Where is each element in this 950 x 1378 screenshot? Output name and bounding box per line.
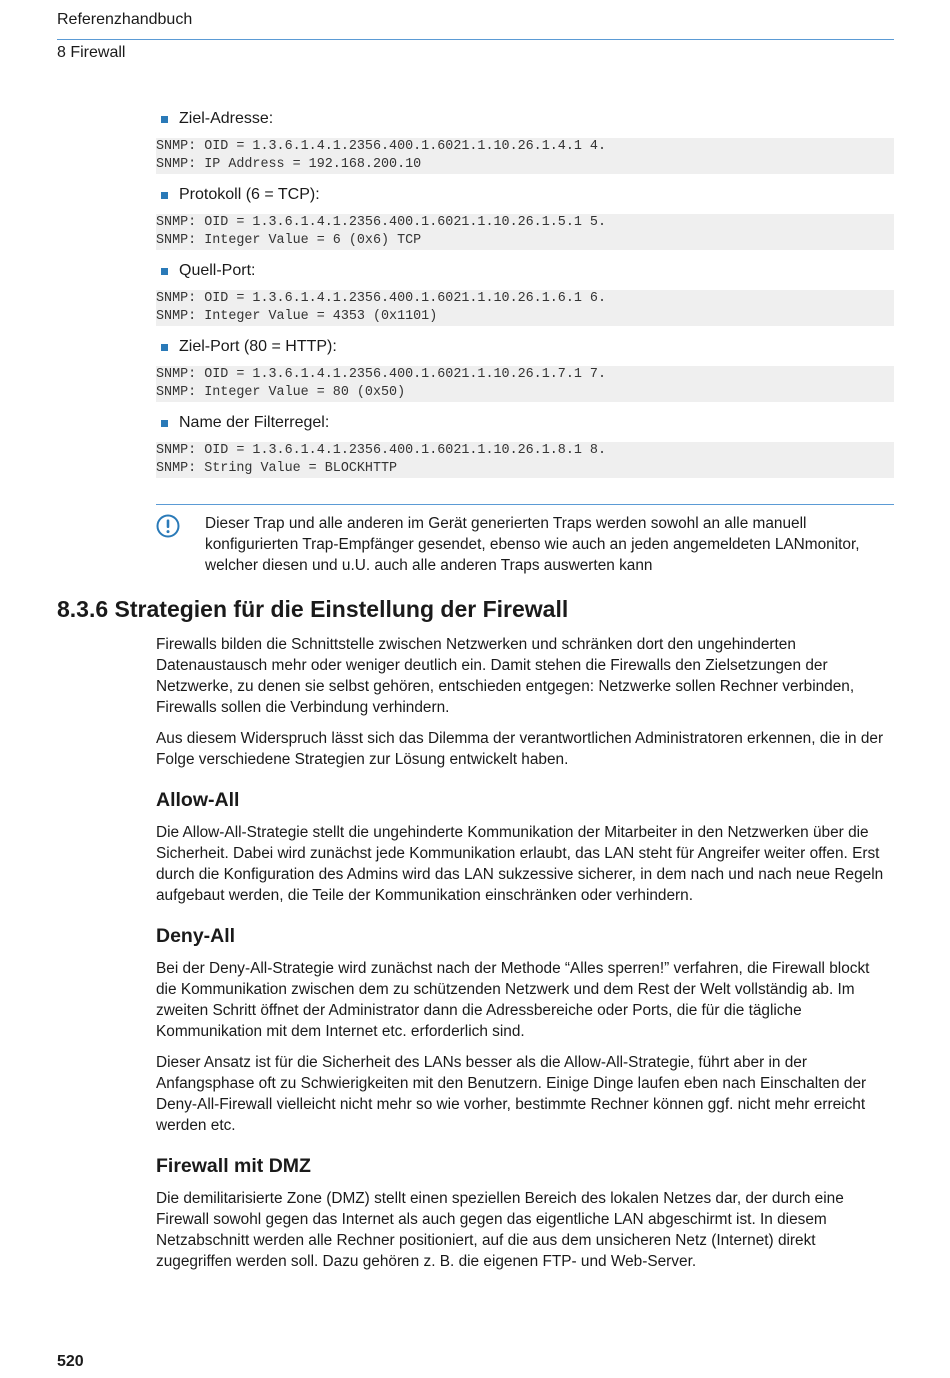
bullet-square-icon bbox=[161, 116, 168, 123]
code-block: SNMP: OID = 1.3.6.1.4.1.2356.400.1.6021.1.10.26.1.5.1 5. SNMP: Integer Value = 6 (0x6) TCP bbox=[156, 214, 894, 250]
subsection-heading-firewall-dmz: Firewall mit DMZ bbox=[156, 1155, 311, 1177]
bullet-label: Ziel-Port (80 = HTTP): bbox=[156, 336, 894, 358]
page-number: 520 bbox=[57, 1353, 84, 1370]
list-item bbox=[156, 108, 894, 174]
code-block: SNMP: OID = 1.3.6.1.4.1.2356.400.1.6021.1.10.26.1.4.1 4. SNMP: IP Address = 192.168.200.10 bbox=[156, 138, 894, 174]
info-exclamation-icon bbox=[156, 514, 180, 538]
list-item bbox=[156, 336, 894, 402]
bullet-square-icon bbox=[161, 344, 168, 351]
section-body bbox=[156, 634, 894, 1282]
paragraph: Die demilitarisierte Zone (DMZ) stellt einen speziellen Bereich des lokalen Netzes dar, der durch eine Firewall sowohl gegen das Internet als auch gegen das eigentliche LAN abgeschirmt ist. In diesem Netzabschnitt werden alle Rechner positioniert, auf die aus dem unsicheren Netz (Internet) direkt zugegriffen werden soll. Dazu gehören z. B. die eigenen FTP- und Web-Server. bbox=[156, 1190, 844, 1270]
bullet-label: Quell-Port: bbox=[156, 260, 894, 282]
bullet-label: Name der Filterregel: bbox=[156, 412, 894, 434]
paragraph: Dieser Ansatz ist für die Sicherheit des LANs besser als die Allow-All-Strategie, führt aber in der Anfangsphase oft zu Schwierigkeiten mit den Benutzern. Einige Dinge laufen eben nach Einschalten der Deny-All-Firewall vielleicht nicht mehr so wie vorher, bestimmte Rechner können ggf. nicht mehr erreicht werden etc. bbox=[156, 1054, 867, 1134]
code-block: SNMP: OID = 1.3.6.1.4.1.2356.400.1.6021.1.10.26.1.8.1 8. SNMP: String Value = BLOCKHTTP bbox=[156, 442, 894, 478]
list-item bbox=[156, 184, 894, 250]
bullet-square-icon bbox=[161, 268, 168, 275]
section-heading: 8.3.6 Strategien für die Einstellung der Firewall bbox=[57, 596, 569, 622]
bullet-square-icon bbox=[161, 192, 168, 199]
paragraph: Aus diesem Widerspruch lässt sich das Dilemma der verantwortlichen Administratoren erkennen, die in der Folge verschiedene Strategien zur Lösung entwickelt haben. bbox=[156, 730, 884, 768]
bullet-square-icon bbox=[161, 420, 168, 427]
bullet-label: Protokoll (6 = TCP): bbox=[156, 184, 894, 206]
code-block: SNMP: OID = 1.3.6.1.4.1.2356.400.1.6021.1.10.26.1.6.1 6. SNMP: Integer Value = 4353 (0x1101) bbox=[156, 290, 894, 326]
paragraph: Die Allow-All-Strategie stellt die ungehinderte Kommunikation der Mitarbeiter in den Netzwerken über die Sicherheit. Dabei wird zunächst jede Kommunikation erlaubt, das LAN steht für Angreifer weiter offen. Erst durch die Konfiguration des Admins wird das LAN sukzessive sicherer, in dem nach und nach neue Regeln aufgebaut werden, die Teile der Kommunikation einschränken oder verhindern. bbox=[156, 824, 884, 904]
paragraph: Firewalls bilden die Schnittstelle zwischen Netzwerken und schränken dort den ungehinderten Datenaustausch mehr oder weniger deutlich ein. Damit stehen die Firewalls den Zielsetzungen der Netzwerke, zu denen sie selbst gehören, entschieden entgegen: Netzwerke sollen Rechner verbinden, Firewalls sollen die Verbindung verhindern. bbox=[156, 636, 855, 716]
running-header-chapter: 8 Firewall bbox=[57, 44, 126, 61]
note-box bbox=[156, 504, 894, 576]
bullet-label: Ziel-Adresse: bbox=[156, 108, 894, 130]
running-header-title: Referenzhandbuch bbox=[57, 11, 193, 28]
paragraph: Bei der Deny-All-Strategie wird zunächst nach der Methode “Alles sperren!” verfahren, die Firewall blockt die Kommunikation zwischen dem zu schützenden Netzwerk und dem Rest der Welt vollständig ab. Im zweiten Schritt öffnet der Administrator dann die Adressbereiche oder Ports, die für die tägliche Kommunikation mit dem Internet etc. erforderlich sind. bbox=[156, 960, 870, 1040]
note-text: Dieser Trap und alle anderen im Gerät generierten Traps werden sowohl an alle manuell konfigurierten Trap-Empfänger gesendet, ebenso wie auch an jeden angemeldeten LANmonitor, welcher diesen und u.U. auch alle anderen Traps auswerten kann bbox=[205, 515, 860, 574]
list-item bbox=[156, 412, 894, 478]
subsection-heading-deny-all: Deny-All bbox=[156, 925, 236, 947]
snmp-trap-list bbox=[156, 108, 894, 488]
subsection-heading-allow-all: Allow-All bbox=[156, 789, 240, 811]
header-divider bbox=[57, 39, 894, 40]
code-block: SNMP: OID = 1.3.6.1.4.1.2356.400.1.6021.1.10.26.1.7.1 7. SNMP: Integer Value = 80 (0x50) bbox=[156, 366, 894, 402]
list-item bbox=[156, 260, 894, 326]
